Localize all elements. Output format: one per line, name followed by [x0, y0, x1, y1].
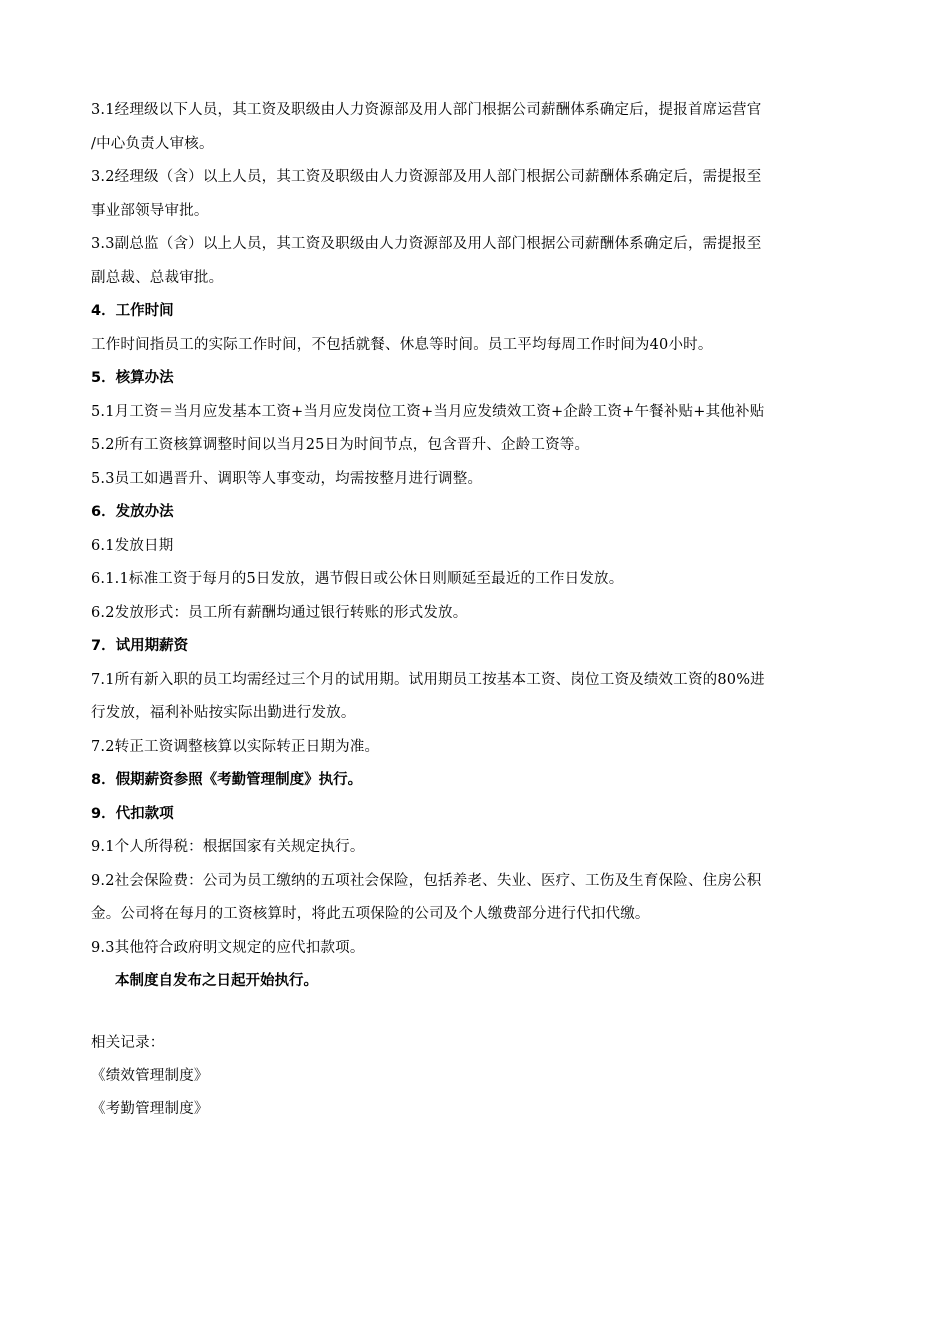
paragraph-9-2-line-1: 9.2社会保险费：公司为员工缴纳的五项社会保险，包括养老、失业、医疗、工伤及生育保险、住房公积 [91, 872, 762, 889]
record-item-attendance: 《考勤管理制度》 [91, 1100, 209, 1117]
document-page [91, 94, 871, 1126]
paragraph-3-2-line-1: 3.2经理级（含）以上人员，其工资及职级由人力资源部及用人部门根据公司薪酬体系确定后，需提报至 [91, 169, 762, 185]
heading-accounting: 5．核算办法 [91, 370, 174, 386]
section-spacer [91, 999, 871, 1027]
heading-work-time: 4．工作时间 [91, 303, 174, 319]
heading-deductions: 9．代扣款项 [91, 805, 174, 822]
paragraph-work-time: 工作时间指员工的实际工作时间，不包括就餐、休息等时间。员工平均每周工作时间为40小时。 [91, 336, 713, 353]
paragraph-7-2: 7.2转正工资调整核算以实际转正日期为准。 [91, 738, 380, 755]
paragraph-3-1-line-1: 3.1经理级以下人员，其工资及职级由人力资源部及用人部门根据公司薪酬体系确定后，提报首席运营官 [91, 102, 762, 118]
paragraph-5-3: 5.3员工如遇晋升、调职等人事变动，均需按整月进行调整。 [91, 470, 483, 487]
paragraph-3-1-line-2: /中心负责人审核。 [91, 135, 214, 152]
paragraph-7-1-line-2: 行发放，福利补贴按实际出勤进行发放。 [91, 705, 356, 721]
record-item-performance: 《绩效管理制度》 [91, 1067, 209, 1084]
paragraph-3-3-line-2: 副总裁、总裁审批。 [91, 269, 224, 286]
related-records [91, 1027, 871, 1126]
paragraph-9-2-line-2: 金。公司将在每月的工资核算时，将此五项保险的公司及个人缴费部分进行代扣代缴。 [91, 906, 650, 922]
paragraph-3-2-line-2: 事业部领导审批。 [91, 202, 209, 219]
paragraph-6-1-1: 6.1.1标准工资于每月的5日发放，遇节假日或公休日则顺延至最近的工作日发放。 [91, 571, 624, 587]
paragraph-5-2: 5.2所有工资核算调整时间以当月25日为时间节点，包含晋升、企龄工资等。 [91, 437, 590, 453]
effective-statement: 本制度自发布之日起开始执行。 [115, 973, 318, 989]
paragraph-5-1: 5.1月工资＝当月应发基本工资+当月应发岗位工资+当月应发绩效工资+企龄工资+午餐补贴+其他补贴 [91, 403, 765, 420]
paragraph-6-2: 6.2发放形式：员工所有薪酬均通过银行转账的形式发放。 [91, 604, 468, 621]
paragraph-6-1: 6.1发放日期 [91, 537, 174, 554]
heading-payment: 6．发放办法 [91, 504, 174, 520]
heading-probation: 7．试用期薪资 [91, 638, 189, 654]
paragraph-3-3-line-1: 3.3副总监（含）以上人员，其工资及职级由人力资源部及用人部门根据公司薪酬体系确定后，需提报至 [91, 236, 762, 252]
paragraph-9-1: 9.1个人所得税：根据国家有关规定执行。 [91, 839, 365, 855]
document-body [91, 94, 871, 999]
heading-holiday-pay: 8．假期薪资参照《考勤管理制度》执行。 [91, 772, 363, 788]
paragraph-7-1-line-1: 7.1所有新入职的员工均需经过三个月的试用期。试用期员工按基本工资、岗位工资及绩效工资的80%进 [91, 671, 765, 688]
paragraph-9-3: 9.3其他符合政府明文规定的应代扣款项。 [91, 939, 365, 956]
related-records-title: 相关记录： [91, 1034, 165, 1051]
